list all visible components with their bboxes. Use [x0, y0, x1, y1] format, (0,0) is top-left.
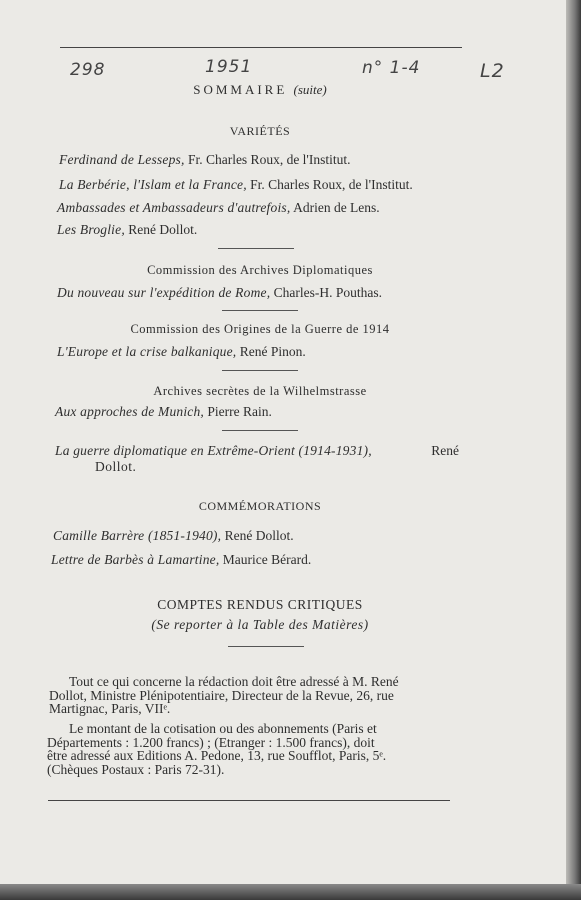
entry-author: René Dollot. [224, 528, 294, 543]
notice-paragraph-abonnements [47, 722, 451, 776]
paragraph-line: Le montant de la cotisation ou des abonnements (Paris et [69, 721, 377, 736]
handwritten-issue: n° 1-4 [362, 58, 421, 78]
toc-entry [57, 200, 380, 216]
toc-entry [57, 285, 382, 301]
separator-rule [218, 248, 294, 249]
entry-work: Aux approches de Munich, [55, 404, 205, 419]
section-title-comptes-rendus: COMPTES RENDUS CRITIQUES [157, 597, 363, 612]
section-subtitle-comptes-rendus [0, 617, 520, 633]
toc-entry [57, 344, 306, 360]
entry-work: L'Europe et la crise balkanique, [57, 344, 237, 359]
entry-author: Charles-H. Pouthas. [273, 285, 383, 300]
paragraph-line: (Chèques Postaux : Paris 72-31). [47, 761, 225, 777]
handwritten-year: 1951 [205, 57, 253, 77]
entry-work: Ferdinand de Lesseps, [59, 152, 185, 167]
top-rule [60, 47, 462, 48]
bottom-rule [48, 800, 450, 801]
entry-author: René Pinon. [239, 344, 306, 359]
paragraph-line: être adressé aux Editions A. Pedone, 13, rue Soufflot, Paris, 5ᵉ. [47, 748, 387, 763]
entry-author: Maurice Bérard. [222, 552, 312, 567]
separator-rule [222, 370, 298, 371]
entry-author: René [431, 443, 459, 458]
entry-author: Pierre Rain. [207, 404, 272, 419]
title-text: SOMMAIRE [193, 82, 288, 97]
toc-entry [51, 552, 311, 568]
entry-work: Camille Barrère (1851-1940), [53, 528, 222, 543]
separator-rule [228, 646, 304, 647]
toc-entry [59, 152, 351, 168]
entry-author: Fr. Charles Roux, de l'Institut. [187, 152, 351, 167]
notice-paragraph-redaction [49, 675, 451, 716]
section-title-wilhelmstrasse: Archives secrètes de la Wilhelmstrasse [153, 384, 367, 398]
paragraph-line: Tout ce qui concerne la rédaction doit être adressé à M. René [69, 674, 399, 689]
entry-work: Du nouveau sur l'expédition de Rome, [57, 285, 271, 300]
entry-work: La guerre diplomatique en Extrême-Orient (1914-1931), [55, 443, 372, 458]
title-suffix: (suite) [293, 82, 327, 97]
entry-work: Lettre de Barbès à Lamartine, [51, 552, 220, 567]
section-title-commemorations: COMMÉMORATIONS [198, 499, 322, 513]
section-title-archives-diplomatiques: Commission des Archives Diplomatiques [147, 263, 373, 277]
entry-author: René Dollot. [128, 222, 198, 237]
handwritten-code: L2 [480, 60, 505, 82]
subtitle-text: (Se reporter à la Table des Matières) [151, 617, 369, 632]
entry-work: Les Broglie, [57, 222, 125, 237]
page-bottom-edge [0, 884, 581, 900]
entry-author: Adrien de Lens. [293, 200, 380, 215]
toc-entry [57, 222, 197, 238]
paragraph-line: Départements : 1.200 francs) ; (Etranger : 1.500 francs), doit [47, 734, 375, 750]
paragraph-line: Martignac, Paris, VIIᵉ. [49, 701, 171, 716]
separator-rule [222, 430, 298, 431]
paragraph-line: Dollot, Ministre Plénipotentiaire, Directeur de la Revue, 26, rue [49, 687, 394, 703]
toc-entry [53, 528, 294, 544]
section-title-origines-guerre: Commission des Origines de la Guerre de 1914 [130, 322, 390, 336]
toc-entry [55, 443, 459, 459]
page-title [0, 82, 520, 98]
entry-work: Ambassades et Ambassadeurs d'autrefois, [57, 200, 291, 215]
entry-author: Fr. Charles Roux, de l'Institut. [250, 177, 413, 192]
handwritten-page-number: 298 [70, 60, 106, 80]
entry-work: La Berbérie, l'Islam et la France, [59, 177, 247, 192]
book-spine-shadow [566, 0, 581, 884]
toc-entry [59, 177, 413, 193]
section-title-varietes: VARIÉTÉS [229, 124, 291, 138]
separator-rule [222, 310, 298, 311]
toc-entry [55, 404, 272, 420]
entry-author-continued: Dollot. [95, 459, 137, 474]
